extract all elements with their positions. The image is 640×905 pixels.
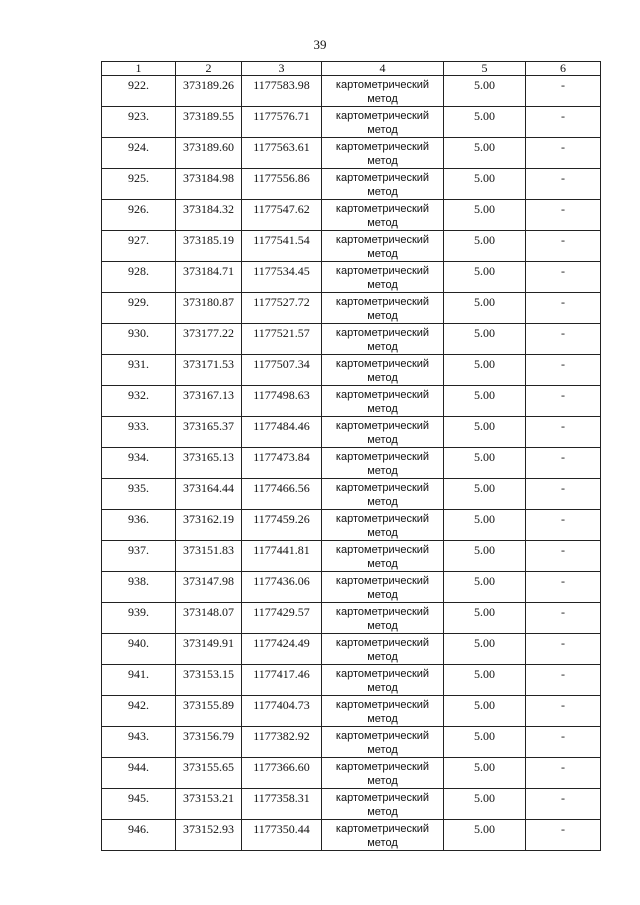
description-cell: -	[526, 231, 601, 262]
y-coordinate-cell: 1177366.60	[242, 758, 322, 789]
y-coordinate-cell: 1177521.57	[242, 324, 322, 355]
point-number-cell: 927.	[102, 231, 176, 262]
y-coordinate-cell: 1177358.31	[242, 789, 322, 820]
column-header: 1	[102, 62, 176, 76]
method-cell: картометрический метод	[322, 448, 444, 479]
x-coordinate-cell: 373148.07	[176, 603, 242, 634]
point-number-cell: 923.	[102, 107, 176, 138]
point-number-cell: 934.	[102, 448, 176, 479]
description-cell: -	[526, 355, 601, 386]
method-cell: картометрический метод	[322, 417, 444, 448]
description-cell: -	[526, 479, 601, 510]
method-cell: картометрический метод	[322, 665, 444, 696]
y-coordinate-cell: 1177436.06	[242, 572, 322, 603]
point-number-cell: 943.	[102, 727, 176, 758]
point-number-cell: 940.	[102, 634, 176, 665]
point-number-cell: 924.	[102, 138, 176, 169]
accuracy-cell: 5.00	[444, 696, 526, 727]
method-cell: картометрический метод	[322, 510, 444, 541]
method-cell: картометрический метод	[322, 603, 444, 634]
y-coordinate-cell: 1177583.98	[242, 76, 322, 107]
accuracy-cell: 5.00	[444, 200, 526, 231]
table-row	[102, 510, 601, 541]
table-row	[102, 820, 601, 851]
point-number-cell: 931.	[102, 355, 176, 386]
x-coordinate-cell: 373155.89	[176, 696, 242, 727]
description-cell: -	[526, 665, 601, 696]
method-cell: картометрический метод	[322, 727, 444, 758]
y-coordinate-cell: 1177382.92	[242, 727, 322, 758]
table-row	[102, 231, 601, 262]
x-coordinate-cell: 373189.55	[176, 107, 242, 138]
x-coordinate-cell: 373184.32	[176, 200, 242, 231]
accuracy-cell: 5.00	[444, 262, 526, 293]
point-number-cell: 936.	[102, 510, 176, 541]
table-row	[102, 138, 601, 169]
table-row	[102, 665, 601, 696]
x-coordinate-cell: 373164.44	[176, 479, 242, 510]
x-coordinate-cell: 373167.13	[176, 386, 242, 417]
description-cell: -	[526, 200, 601, 231]
accuracy-cell: 5.00	[444, 758, 526, 789]
x-coordinate-cell: 373149.91	[176, 634, 242, 665]
accuracy-cell: 5.00	[444, 789, 526, 820]
accuracy-cell: 5.00	[444, 479, 526, 510]
x-coordinate-cell: 373162.19	[176, 510, 242, 541]
method-cell: картометрический метод	[322, 355, 444, 386]
accuracy-cell: 5.00	[444, 541, 526, 572]
accuracy-cell: 5.00	[444, 169, 526, 200]
x-coordinate-cell: 373152.93	[176, 820, 242, 851]
accuracy-cell: 5.00	[444, 603, 526, 634]
table-row	[102, 727, 601, 758]
y-coordinate-cell: 1177547.62	[242, 200, 322, 231]
table-body	[102, 76, 601, 851]
description-cell: -	[526, 262, 601, 293]
table-row	[102, 169, 601, 200]
point-number-cell: 938.	[102, 572, 176, 603]
accuracy-cell: 5.00	[444, 727, 526, 758]
method-cell: картометрический метод	[322, 758, 444, 789]
method-cell: картометрический метод	[322, 231, 444, 262]
description-cell: -	[526, 541, 601, 572]
x-coordinate-cell: 373153.15	[176, 665, 242, 696]
y-coordinate-cell: 1177498.63	[242, 386, 322, 417]
point-number-cell: 937.	[102, 541, 176, 572]
table-header-row	[102, 62, 601, 76]
y-coordinate-cell: 1177473.84	[242, 448, 322, 479]
description-cell: -	[526, 696, 601, 727]
accuracy-cell: 5.00	[444, 76, 526, 107]
point-number-cell: 922.	[102, 76, 176, 107]
accuracy-cell: 5.00	[444, 107, 526, 138]
table-row	[102, 696, 601, 727]
point-number-cell: 930.	[102, 324, 176, 355]
x-coordinate-cell: 373165.13	[176, 448, 242, 479]
method-cell: картометрический метод	[322, 138, 444, 169]
point-number-cell: 944.	[102, 758, 176, 789]
coordinates-table	[101, 61, 601, 851]
y-coordinate-cell: 1177534.45	[242, 262, 322, 293]
accuracy-cell: 5.00	[444, 355, 526, 386]
point-number-cell: 945.	[102, 789, 176, 820]
y-coordinate-cell: 1177556.86	[242, 169, 322, 200]
description-cell: -	[526, 169, 601, 200]
table-row	[102, 293, 601, 324]
x-coordinate-cell: 373189.60	[176, 138, 242, 169]
method-cell: картометрический метод	[322, 572, 444, 603]
table-row	[102, 572, 601, 603]
point-number-cell: 932.	[102, 386, 176, 417]
accuracy-cell: 5.00	[444, 417, 526, 448]
method-cell: картометрический метод	[322, 541, 444, 572]
accuracy-cell: 5.00	[444, 820, 526, 851]
table-row	[102, 262, 601, 293]
description-cell: -	[526, 138, 601, 169]
y-coordinate-cell: 1177350.44	[242, 820, 322, 851]
y-coordinate-cell: 1177466.56	[242, 479, 322, 510]
x-coordinate-cell: 373171.53	[176, 355, 242, 386]
y-coordinate-cell: 1177441.81	[242, 541, 322, 572]
description-cell: -	[526, 448, 601, 479]
method-cell: картометрический метод	[322, 200, 444, 231]
description-cell: -	[526, 386, 601, 417]
accuracy-cell: 5.00	[444, 386, 526, 417]
point-number-cell: 925.	[102, 169, 176, 200]
accuracy-cell: 5.00	[444, 231, 526, 262]
y-coordinate-cell: 1177576.71	[242, 107, 322, 138]
table-row	[102, 76, 601, 107]
column-header: 3	[242, 62, 322, 76]
column-header: 4	[322, 62, 444, 76]
accuracy-cell: 5.00	[444, 293, 526, 324]
table-row	[102, 386, 601, 417]
y-coordinate-cell: 1177541.54	[242, 231, 322, 262]
method-cell: картометрический метод	[322, 386, 444, 417]
x-coordinate-cell: 373153.21	[176, 789, 242, 820]
y-coordinate-cell: 1177507.34	[242, 355, 322, 386]
point-number-cell: 928.	[102, 262, 176, 293]
description-cell: -	[526, 634, 601, 665]
x-coordinate-cell: 373155.65	[176, 758, 242, 789]
x-coordinate-cell: 373165.37	[176, 417, 242, 448]
point-number-cell: 933.	[102, 417, 176, 448]
method-cell: картометрический метод	[322, 820, 444, 851]
x-coordinate-cell: 373184.71	[176, 262, 242, 293]
method-cell: картометрический метод	[322, 479, 444, 510]
accuracy-cell: 5.00	[444, 510, 526, 541]
description-cell: -	[526, 727, 601, 758]
description-cell: -	[526, 293, 601, 324]
method-cell: картометрический метод	[322, 76, 444, 107]
column-header: 2	[176, 62, 242, 76]
page-number: 39	[313, 37, 327, 52]
table-row	[102, 107, 601, 138]
accuracy-cell: 5.00	[444, 138, 526, 169]
table-row	[102, 541, 601, 572]
table-row	[102, 355, 601, 386]
description-cell: -	[526, 572, 601, 603]
point-number-cell: 929.	[102, 293, 176, 324]
table-row	[102, 789, 601, 820]
description-cell: -	[526, 76, 601, 107]
accuracy-cell: 5.00	[444, 572, 526, 603]
table-row	[102, 200, 601, 231]
x-coordinate-cell: 373189.26	[176, 76, 242, 107]
x-coordinate-cell: 373185.19	[176, 231, 242, 262]
x-coordinate-cell: 373147.98	[176, 572, 242, 603]
description-cell: -	[526, 324, 601, 355]
method-cell: картометрический метод	[322, 634, 444, 665]
table-row	[102, 758, 601, 789]
x-coordinate-cell: 373180.87	[176, 293, 242, 324]
accuracy-cell: 5.00	[444, 665, 526, 696]
method-cell: картометрический метод	[322, 696, 444, 727]
method-cell: картометрический метод	[322, 107, 444, 138]
description-cell: -	[526, 758, 601, 789]
y-coordinate-cell: 1177484.46	[242, 417, 322, 448]
method-cell: картометрический метод	[322, 324, 444, 355]
accuracy-cell: 5.00	[444, 634, 526, 665]
method-cell: картометрический метод	[322, 169, 444, 200]
point-number-cell: 942.	[102, 696, 176, 727]
y-coordinate-cell: 1177429.57	[242, 603, 322, 634]
y-coordinate-cell: 1177459.26	[242, 510, 322, 541]
x-coordinate-cell: 373184.98	[176, 169, 242, 200]
description-cell: -	[526, 820, 601, 851]
point-number-cell: 939.	[102, 603, 176, 634]
table-row	[102, 634, 601, 665]
table-row	[102, 603, 601, 634]
column-header: 5	[444, 62, 526, 76]
point-number-cell: 926.	[102, 200, 176, 231]
point-number-cell: 941.	[102, 665, 176, 696]
column-header: 6	[526, 62, 601, 76]
point-number-cell: 946.	[102, 820, 176, 851]
method-cell: картометрический метод	[322, 293, 444, 324]
x-coordinate-cell: 373151.83	[176, 541, 242, 572]
table-row	[102, 479, 601, 510]
point-number-cell: 935.	[102, 479, 176, 510]
y-coordinate-cell: 1177404.73	[242, 696, 322, 727]
x-coordinate-cell: 373177.22	[176, 324, 242, 355]
description-cell: -	[526, 107, 601, 138]
x-coordinate-cell: 373156.79	[176, 727, 242, 758]
description-cell: -	[526, 789, 601, 820]
description-cell: -	[526, 603, 601, 634]
accuracy-cell: 5.00	[444, 448, 526, 479]
accuracy-cell: 5.00	[444, 324, 526, 355]
method-cell: картометрический метод	[322, 789, 444, 820]
y-coordinate-cell: 1177563.61	[242, 138, 322, 169]
description-cell: -	[526, 510, 601, 541]
method-cell: картометрический метод	[322, 262, 444, 293]
y-coordinate-cell: 1177417.46	[242, 665, 322, 696]
y-coordinate-cell: 1177424.49	[242, 634, 322, 665]
table-row	[102, 417, 601, 448]
y-coordinate-cell: 1177527.72	[242, 293, 322, 324]
table-row	[102, 324, 601, 355]
description-cell: -	[526, 417, 601, 448]
table-row	[102, 448, 601, 479]
